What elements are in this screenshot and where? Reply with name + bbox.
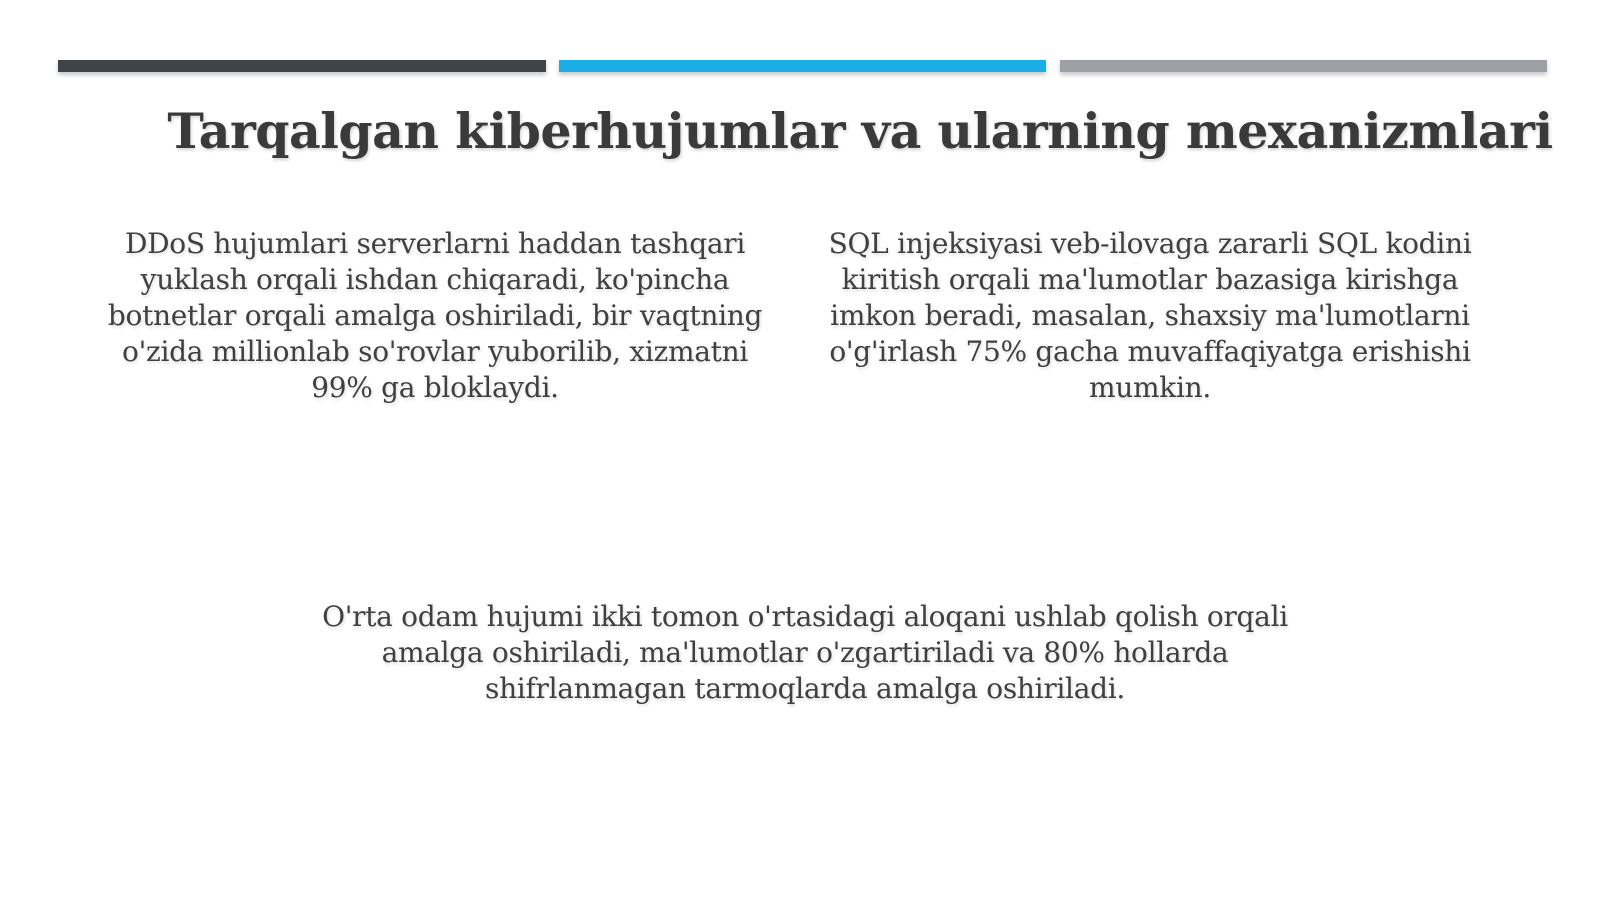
decorative-bar-gray bbox=[1060, 60, 1547, 72]
decorative-bar-dark bbox=[58, 60, 546, 72]
slide-title: Tarqalgan kiberhujumlar va ularning mexanizmlari bbox=[167, 102, 1553, 160]
decorative-bar-blue bbox=[559, 60, 1046, 72]
sql-injection-paragraph: SQL injeksiyasi veb-ilovaga zararli SQL kodini kiritish orqali ma'lumotlar bazasiga kirishga imkon beradi, masalan, shaxsiy ma'lumotlarni o'g'irlash 75% gacha muvaffaqiyatga erishishi mumkin. bbox=[828, 227, 1472, 404]
mitm-paragraph: O'rta odam hujumi ikki tomon o'rtasidagi aloqani ushlab qolish orqali amalga oshiriladi, ma'lumotlar o'zgartiriladi va 80% hollarda shifrlanmagan tarmoqlarda amalga oshiriladi. bbox=[322, 600, 1288, 705]
ddos-paragraph: DDoS hujumlari serverlarni haddan tashqari yuklash orqali ishdan chiqaradi, ko'pincha botnetlar orqali amalga oshiriladi, bir vaqtning o'zida millionlab so'rovlar yuborilib, xizmatni 99% ga bloklaydi. bbox=[107, 227, 763, 404]
